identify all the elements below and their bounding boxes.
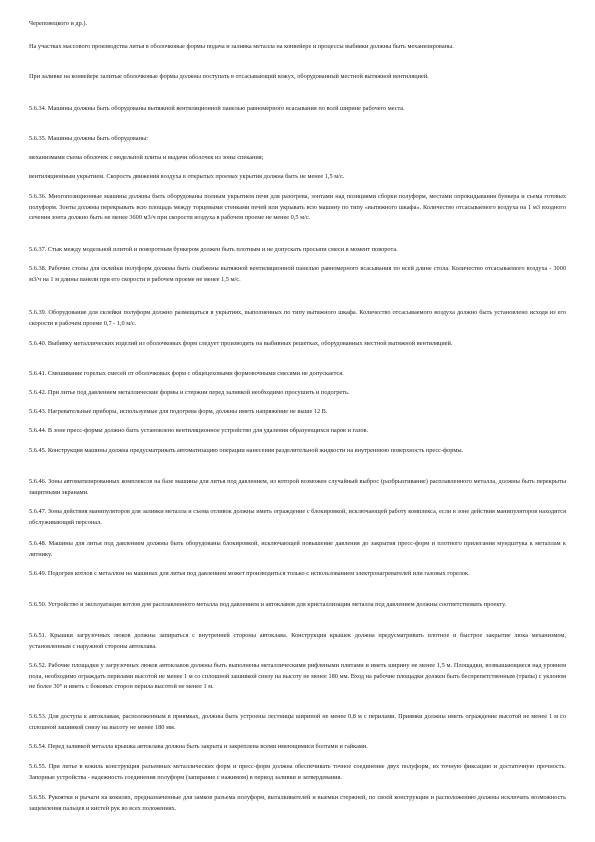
paragraph: 5.6.48. Машины для литья под давлением должны быть оборудованы блокировкой, исключающей повышение давления до закрытия пресс-форм и плотного прилегания мундштука к металлам к литнику. <box>29 540 566 558</box>
paragraph: Череповецкого и др.). <box>29 20 88 27</box>
paragraph: 5.6.38. Рабочие столы для склейки полуформ должны быть снабжены вытяжной вентиляционной панелью равномерного всасывания по всей длине стола. Количество отсасываемого воздуха - 3000 м3/ч на 1 м длины панели при его скорости в рабочем проеме не менее 1,5 м/с. <box>29 265 566 283</box>
paragraph: 5.6.46. Зоны автоматизированных комплексов на базе машины для литья под давлением, из которой возможен случайный выброс (разбрызгивание) расплавленного металла, должны быть перекрыты защитными экранами. <box>29 478 566 496</box>
paragraph: На участках массового производства литья в оболочковые формы подача и заливка металла на конвейере и процессы выбивки должны быть механизированы. <box>29 43 454 50</box>
paragraph: 5.6.55. При литье в кокиль конструкция разъемных металлических форм и пресс-форм должна обеспечивать точное соединение двух полуформ, их точную фиксацию и достаточную прочность. Запорные устройства - надежность соединения полуформ (запирание с нажимом) в период заливки и затвердевания. <box>29 763 566 781</box>
paragraph: 5.6.54. Перед заливкой металла крышка автоклава должна быть закрыта и закреплена всеми имеющимися болтами и гайками. <box>29 743 368 750</box>
paragraph: 5.6.50. Устройство и эксплуатация котлов для расплавленного металла под давлением и автоклавов для кристаллизации металла под давлением должны соответствовать проекту. <box>29 601 507 608</box>
paragraph: 5.6.41. Смешивание горелых смесей от оболочковых форм с общецеховыми формовочными смесями не допускается. <box>29 370 344 377</box>
paragraph: 5.6.36. Многопозиционные машины должны быть оборудованы полным укрытием печи для разогрева, зонтами над позициями сборки полуформ, местами опрокидывания бункера и съема готовых полуформ. Зонты должны перекрывать всю площадь между торцевыми стенками печей или укрывать всю машину по типу «вытяжного шкафа». Количество отсасываемого воздуха на 1 м3 входного сечения зонта должно быть не менее 3600 м3/ч при скорости воздуха в рабочем проеме не менее 0,5 м/с. <box>29 193 566 222</box>
paragraph: 5.6.34. Машины должны быть оборудованы вытяжной вентиляционной панелью равномерного всасывания по всей ширине рабочего места. <box>29 105 405 112</box>
paragraph: 5.6.53. Для доступа к автоклавам, расположенным в приямках, должны быть устроены лестницы шириной не менее 0,8 м с перилами. Приямки должны иметь ограждение высотой не менее 1 м со сплошной зашивкой снизу на высоту не менее 180 мм. <box>29 713 566 731</box>
paragraph: 5.6.37. Стык между модельной плитой и поворотным бункером должен быть плотным и не допускать просыпи смеси в момент поворота. <box>29 246 398 253</box>
paragraph: 5.6.42. При литье под давлением металлические формы и стержни перед заливкой необходимо просушить и подогреть. <box>29 389 350 396</box>
paragraph: 5.6.49. Подогрев котлов с металлом на машинах для литья под давлением может производиться только с использованием электронагревателей или газовых горелок. <box>29 570 470 577</box>
paragraph: 5.6.43. Нагревательные приборы, используемые для подогрева форм, должны иметь напряжение не выше 12 В. <box>29 408 328 415</box>
paragraph: 5.6.40. Выбивку металлических изделий из оболочковых форм следует производить на выбивных решетках, оборудованных местной вытяжной вентиляцией. <box>29 340 453 347</box>
paragraph: 5.6.52. Рабочие площадки у загрузочных люков автоклавов должны быть выполнены металлическими рифлеными плитами и иметь ширину не менее 1,5 м. Площадки, возвышающиеся над уровнем пола, необходимо ограждать перилами высотой не менее 1 м со сплошной зашивкой снизу на высоту не менее 180 мм. Вход на рабочие площадки должен быть беспрепятственным (трапы) с уклоном не более 30° и иметь с боковых сторон перила высотой не менее 1 м. <box>29 662 566 691</box>
paragraph: 5.6.51. Крышки загрузочных люков должны запираться с внутренней стороны автоклава. Конструкция крышек должна предусматривать плотное и быстрое закрытие люка механизмом, установленным с наружной стороны автоклава. <box>29 632 566 650</box>
paragraph: 5.6.35. Машины должны быть оборудованы: <box>29 135 148 142</box>
paragraph: 5.6.45. Конструкция машины должна предусматривать автоматизацию операции нанесения разделительной жидкости на внутреннюю поверхность пресс-формы. <box>29 447 464 454</box>
paragraph: 5.6.47. Зоны действия манипуляторов для заливки металла и съема отливок должны иметь ограждение с блокировкой, исключающей работу комплекса, если в зоне действия манипуляторов находится обслуживающий персонал. <box>29 508 566 526</box>
paragraph: 5.6.44. В зоне пресс-формы должно быть установлено вентиляционное устройство для удаления образующихся паров и газов. <box>29 427 369 434</box>
paragraph: При заливке на конвейере залитые оболочковые формы должны поступать в отсасывающий кожух, оборудованный местной вытяжной вентиляцией. <box>29 73 429 80</box>
paragraph: механизмами съема оболочек с модельной плиты и выдачи оболочек из зоны спекания; <box>29 154 264 161</box>
paragraph: вентиляционным укрытием. Скорость движения воздуха в открытых проемах укрытия должна быть не менее 1,5 м/с. <box>29 173 345 180</box>
paragraph: 5.6.56. Рукоятки и рычаги на кокилях, предназначенные для замков разъема полуформ, выталкивателей и выемки стержней, по своей конструкции и расположению должны исключать возможность защемления пальцев и кистей рук во всех положениях. <box>29 794 566 812</box>
paragraph: 5.6.39. Оборудование для склейки полуформ должно размещаться в укрытиях, выполненных по типу вытяжного шкафа. Количество отсасываемого воздуха должно быть установлено исходя из его скорости в рабочем проеме 0,7 - 1,0 м/с. <box>29 309 566 327</box>
